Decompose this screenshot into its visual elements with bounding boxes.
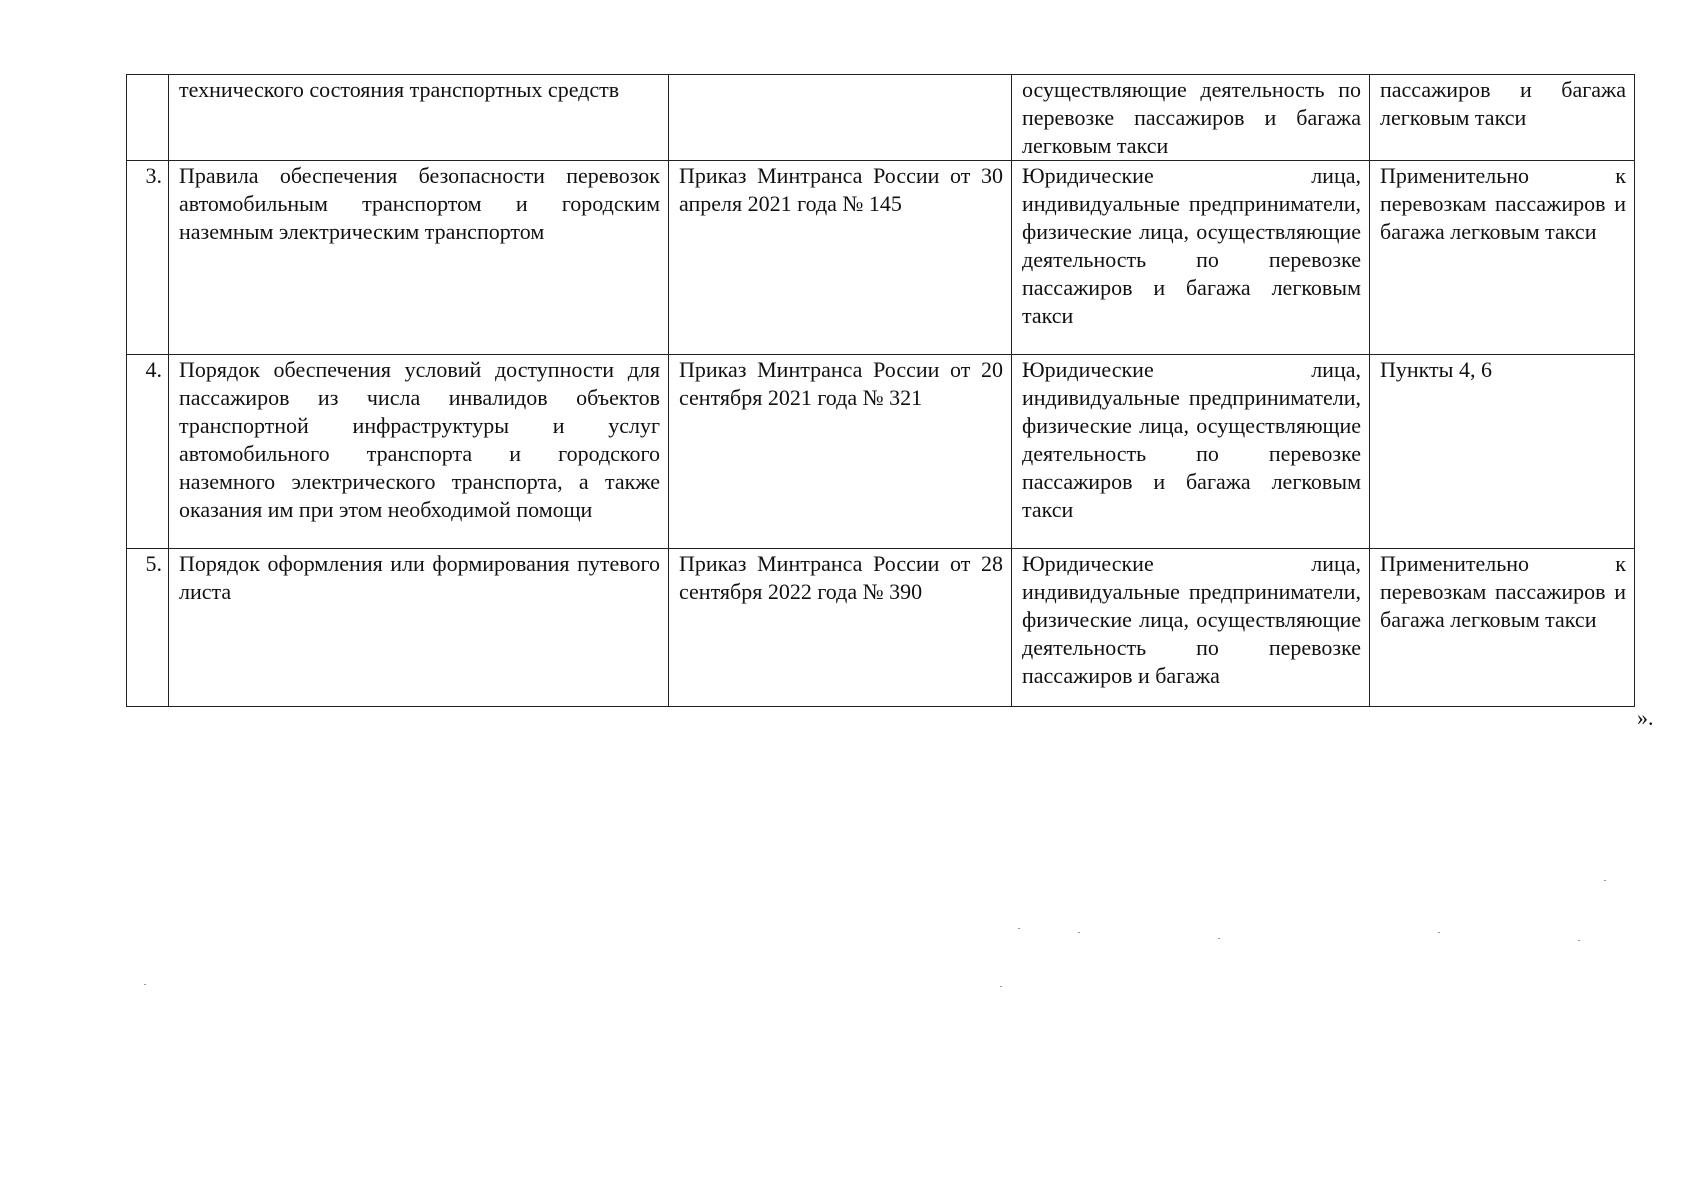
- scope-cell: Применительно к перевозкам пассажиров и багажа легковым такси: [1370, 549, 1635, 707]
- row-number-cell: 4.: [127, 355, 169, 549]
- legal-act-cell: Приказ Минтранса России от 30 апреля 2021 года № 145: [669, 161, 1012, 355]
- scope-cell: пассажиров и багажа легковым такси: [1370, 75, 1635, 161]
- document-name-cell: технического состояния транспортных средств: [169, 75, 669, 161]
- scope-cell: Пункты 4, 6: [1370, 355, 1635, 549]
- table-row: [127, 75, 1635, 161]
- subjects-cell: Юридические лица, индивидуальные предприниматели, физические лица, осуществляющие деятельность по перевозке пассажиров и багажа: [1012, 549, 1370, 707]
- scan-speck: [1078, 932, 1080, 933]
- scan-speck: [1018, 928, 1020, 929]
- scope-cell: Применительно к перевозкам пассажиров и багажа легковым такси: [1370, 161, 1635, 355]
- scan-speck: [1438, 932, 1440, 933]
- closing-quote-mark: ».: [1637, 705, 1654, 730]
- scan-speck: [1604, 880, 1606, 881]
- row-number-cell: 5.: [127, 549, 169, 707]
- document-name-cell: Правила обеспечения безопасности перевозок автомобильным транспортом и городским наземным электрическим транспортом: [169, 161, 669, 355]
- table-row: [127, 161, 1635, 355]
- document-name-cell: Порядок обеспечения условий доступности для пассажиров из числа инвалидов объектов транспортной инфраструктуры и услуг автомобильного транспорта и городского наземного электрического транспорта, а также оказания им при этом необходимой помощи: [169, 355, 669, 549]
- table-row: [127, 355, 1635, 549]
- legal-act-cell: Приказ Минтранса России от 28 сентября 2022 года № 390: [669, 549, 1012, 707]
- scan-speck: [1218, 938, 1220, 939]
- subjects-cell: осуществляющие деятельность по перевозке пассажиров и багажа легковым такси: [1012, 75, 1370, 161]
- scan-speck: [1578, 940, 1580, 941]
- regulations-table: [126, 74, 1635, 707]
- subjects-cell: Юридические лица, индивидуальные предприниматели, физические лица, осуществляющие деятельность по перевозке пассажиров и багажа легковым такси: [1012, 355, 1370, 549]
- document-name-cell: Порядок оформления или формирования путевого листа: [169, 549, 669, 707]
- subjects-cell: Юридические лица, индивидуальные предприниматели, физические лица, осуществляющие деятельность по перевозке пассажиров и багажа легковым такси: [1012, 161, 1370, 355]
- legal-act-cell: Приказ Минтранса России от 20 сентября 2021 года № 321: [669, 355, 1012, 549]
- scan-speck: [144, 984, 146, 985]
- row-number-cell: 3.: [127, 161, 169, 355]
- legal-act-cell: [669, 75, 1012, 161]
- table-row: [127, 549, 1635, 707]
- row-number-cell: [127, 75, 169, 161]
- scan-speck: [1000, 986, 1002, 987]
